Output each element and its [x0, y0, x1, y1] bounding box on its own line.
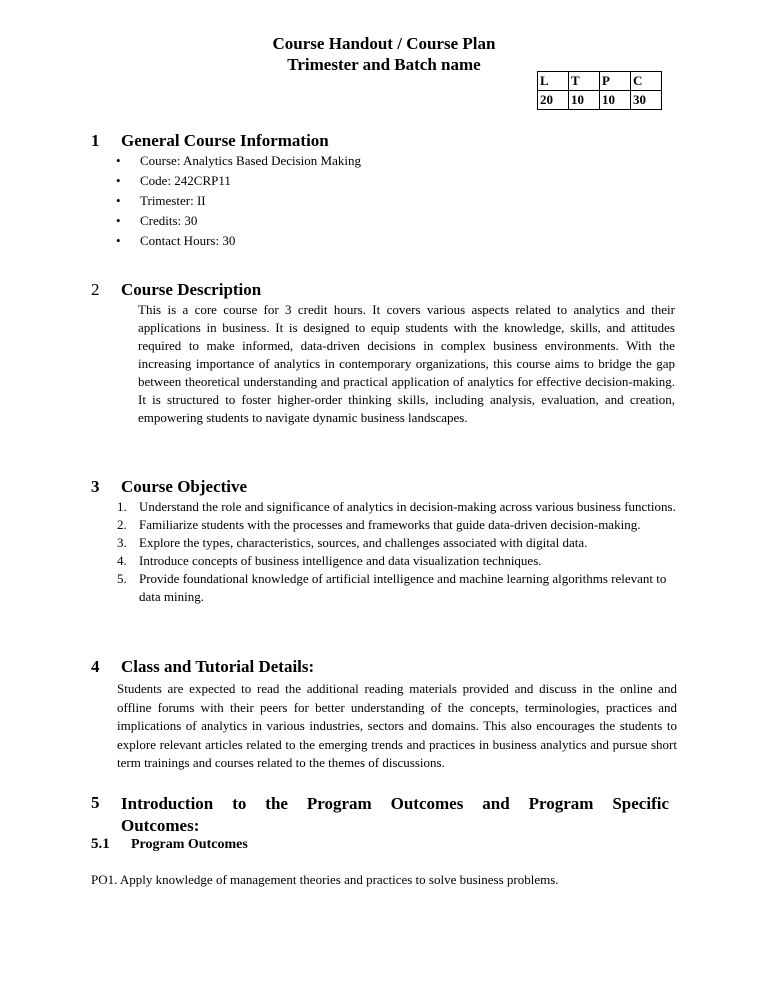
page-subtitle: Trimester and Batch name	[287, 55, 481, 74]
section-2-heading: Course Description	[121, 280, 262, 299]
section-5-heading	[0, 0, 1, 1]
list-item: • Course: Analytics Based Decision Making	[116, 151, 361, 171]
section-2-number: 2	[91, 280, 100, 299]
item-number: 1.	[117, 499, 127, 514]
section-5-number: 5	[91, 793, 100, 812]
section-1-number: 1	[91, 131, 100, 150]
item-number: 5.	[117, 571, 127, 586]
item-number: 2.	[117, 517, 127, 532]
program-outcome-1: PO1. Apply knowledge of management theories and practices to solve business problems.	[91, 872, 559, 887]
list-item: • Trimester: II	[116, 191, 361, 211]
list-item	[117, 570, 677, 606]
list-item	[117, 516, 677, 534]
section-3-heading: Course Objective	[121, 477, 248, 496]
list-item: • Code: 242CRP11	[116, 171, 361, 191]
ltpc-header-p: P	[600, 72, 631, 91]
course-description-body: This is a core course for 3 credit hours. It covers various aspects related to analytics and their applications in business. It is designed to equip students with the knowledge, skills, and attitudes required to make informed, data-driven decisions in complex business environments. With the increasing importance of analytics in contemporary organizations, this course aims to bridge the gap between theoretical understanding and practical application of analytics for effective decision-making. It is structured to foster higher-order thinking skills, including analysis, evaluation, and creation, empowering students to navigate dynamic business landscapes.	[138, 302, 675, 425]
list-item	[117, 534, 677, 552]
list-item	[117, 552, 677, 570]
objectives-list	[117, 498, 677, 606]
item-text: Introduce concepts of business intelligence and data visualization techniques.	[139, 553, 542, 568]
subsection-5-1-number: 5.1	[91, 836, 110, 852]
ltpc-value-l: 20	[538, 91, 569, 110]
section-3-number: 3	[91, 477, 100, 496]
ltpc-value-t: 10	[569, 91, 600, 110]
item-text: Understand the role and significance of analytics in decision-making across various business functions.	[139, 499, 676, 514]
subsection-5-1-heading: Program Outcomes	[131, 837, 248, 852]
list-item	[117, 498, 677, 516]
general-info-list	[116, 151, 361, 251]
item-text: Explore the types, characteristics, sources, and challenges associated with digital data.	[139, 535, 588, 550]
class-tutorial-body: Students are expected to read the additional reading materials provided and discuss in the online and offline forums with their peers for better understanding of the concepts, terminologies, practices and implications of analytics in various industries, sectors and domains. This also encourages the students to explore relevant articles related to the emerging trends and practices in business analytics and pursue short term trainings and courses related to the themes of discussions.	[117, 681, 677, 770]
ltpc-value-c: 30	[631, 91, 662, 110]
ltpc-table	[537, 71, 662, 110]
item-number: 3.	[117, 535, 127, 550]
section-1-heading: General Course Information	[121, 131, 329, 150]
section-4-heading: Class and Tutorial Details:	[121, 657, 315, 676]
ltpc-value-p: 10	[600, 91, 631, 110]
page-title: Course Handout / Course Plan	[272, 34, 496, 53]
ltpc-header-row	[538, 72, 662, 91]
list-item: • Contact Hours: 30	[116, 231, 361, 251]
section-5-heading-line2: Outcomes:	[121, 816, 200, 835]
ltpc-header-l: L	[538, 72, 569, 91]
ltpc-value-row	[538, 91, 662, 110]
item-text: Familiarize students with the processes and frameworks that guide data-driven decision-making.	[139, 517, 641, 532]
item-text: Provide foundational knowledge of artificial intelligence and machine learning algorithms relevant to data mining.	[139, 571, 667, 604]
ltpc-header-c: C	[631, 72, 662, 91]
list-item: • Credits: 30	[116, 211, 361, 231]
section-5-heading-line1: Introduction to the Program Outcomes and Program Specific	[121, 794, 669, 813]
item-number: 4.	[117, 553, 127, 568]
ltpc-header-t: T	[569, 72, 600, 91]
section-4-number: 4	[91, 657, 100, 676]
